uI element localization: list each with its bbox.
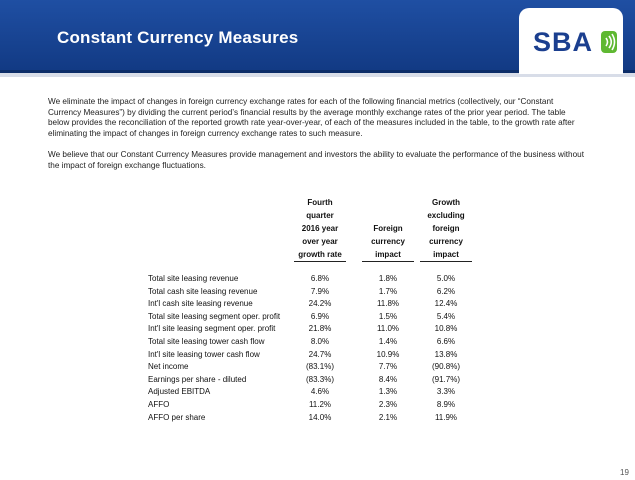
column-header-line: quarter: [306, 211, 334, 220]
fx-impact-cell: 1.5%: [378, 311, 398, 321]
growth-rate-cell: 21.8%: [308, 324, 332, 334]
growth-rate-cell: 7.9%: [310, 286, 330, 296]
column-header-line: Growth: [432, 198, 460, 207]
fx-impact-cell: 1.3%: [378, 387, 398, 397]
growth-rate-cell: 6.8%: [310, 274, 330, 283]
growth-excl-fx-cell: 6.2%: [436, 286, 456, 296]
row-label: Total site leasing tower cash flow: [148, 337, 265, 346]
table-row: [148, 375, 478, 388]
table-row: [148, 274, 478, 287]
growth-excl-fx-cell: 8.9%: [436, 400, 456, 409]
table-row: [148, 287, 478, 300]
column-header-line: currency: [371, 237, 405, 246]
page-title: Constant Currency Measures: [57, 28, 299, 47]
row-label: Adjusted EBITDA: [148, 387, 211, 397]
signal-icon: [601, 29, 617, 55]
company-logo: [519, 8, 623, 74]
table-row: [148, 362, 478, 375]
growth-excl-fx-cell: 5.0%: [436, 274, 456, 283]
logo-text: SBA: [533, 27, 594, 57]
fx-impact-cell: 11.8%: [376, 299, 400, 309]
growth-excl-fx-cell: 11.9%: [434, 412, 458, 422]
intro-paragraph-2: We believe that our Constant Currency Measures provide management and investors the ability to evaluate the performance of the business without the impact of foreign exchange fluctuations.: [48, 150, 584, 170]
growth-rate-cell: 24.7%: [308, 349, 332, 359]
table-row: [148, 312, 478, 325]
column-header-line: impact: [433, 250, 459, 259]
column-header-underline: [294, 261, 346, 262]
table-row: [148, 299, 478, 312]
table-row: [148, 413, 478, 426]
row-label: Total cash site leasing revenue: [148, 286, 258, 296]
row-label: Earnings per share - diluted: [148, 374, 247, 384]
column-header-line: foreign: [432, 224, 460, 233]
growth-excl-fx-cell: (91.7%): [431, 374, 460, 384]
fx-impact-cell: 2.1%: [378, 412, 398, 422]
column-header-line: excluding: [427, 211, 465, 220]
row-label: Total site leasing segment oper. profit: [148, 311, 281, 321]
column-header-1: [292, 196, 348, 261]
growth-excl-fx-cell: (90.8%): [431, 362, 460, 372]
row-label: Total site leasing revenue: [148, 274, 239, 283]
growth-rate-cell: 4.6%: [310, 387, 330, 397]
growth-excl-fx-cell: 10.8%: [434, 324, 458, 334]
fx-impact-cell: 11.0%: [376, 324, 400, 334]
column-header-line: 2016 year: [301, 224, 339, 233]
column-header-line: Fourth: [307, 198, 333, 207]
table-row: [148, 400, 478, 413]
row-label: Int'l cash site leasing revenue: [148, 299, 253, 309]
column-header-underline: [362, 261, 414, 262]
column-header-line: growth rate: [298, 250, 342, 259]
growth-rate-cell: 14.0%: [308, 412, 332, 422]
growth-rate-cell: 24.2%: [308, 299, 332, 309]
row-label: AFFO per share: [148, 412, 206, 422]
growth-excl-fx-cell: 12.4%: [434, 299, 458, 309]
fx-impact-cell: 8.4%: [378, 374, 398, 384]
table-row: [148, 324, 478, 337]
fx-impact-cell: 7.7%: [378, 362, 398, 372]
column-header-line: impact: [375, 250, 401, 259]
growth-excl-fx-cell: 3.3%: [436, 387, 456, 397]
growth-rate-cell: 6.9%: [310, 311, 330, 321]
fx-impact-cell: 10.9%: [376, 349, 400, 359]
column-header-3: [418, 196, 474, 261]
intro-paragraph-1: We eliminate the impact of changes in foreign currency exchange rates for each of the following financial metrics (collectively, our “Constant Currency Measures”) by dividing the current period’s financial results by the average monthly exchange rates of the prior year period. The table below provides the reconciliation of the reported growth rate year-over-year, of each of the measures included in the table, to the growth rate after eliminating the impact of changes in foreign currency exchange rates to such measure.: [48, 97, 575, 138]
column-header-line: over year: [302, 237, 338, 246]
fx-impact-cell: 1.4%: [378, 337, 398, 346]
row-label: Net income: [148, 362, 189, 372]
growth-excl-fx-cell: 5.4%: [436, 311, 456, 321]
column-header-line: currency: [429, 237, 463, 246]
fx-impact-cell: 1.7%: [378, 286, 398, 296]
growth-rate-cell: (83.3%): [305, 374, 334, 384]
column-header-underline: [420, 261, 472, 262]
fx-impact-cell: 1.8%: [378, 274, 398, 283]
column-header-line: Foreign: [373, 224, 403, 233]
row-label: Int'l site leasing segment oper. profit: [148, 324, 276, 334]
row-label: AFFO: [148, 400, 170, 409]
growth-excl-fx-cell: 13.8%: [434, 349, 458, 359]
page-number: 19: [620, 468, 629, 477]
fx-impact-cell: 2.3%: [378, 400, 398, 409]
growth-excl-fx-cell: 6.6%: [436, 337, 456, 346]
growth-rate-cell: (83.1%): [305, 362, 334, 372]
growth-rate-cell: 8.0%: [310, 337, 330, 346]
growth-rate-cell: 11.2%: [308, 400, 332, 409]
column-header-2: [360, 222, 416, 261]
row-label: Int'l site leasing tower cash flow: [148, 349, 260, 359]
table-row: [148, 337, 478, 350]
table-row: [148, 350, 478, 363]
table-row: [148, 387, 478, 400]
